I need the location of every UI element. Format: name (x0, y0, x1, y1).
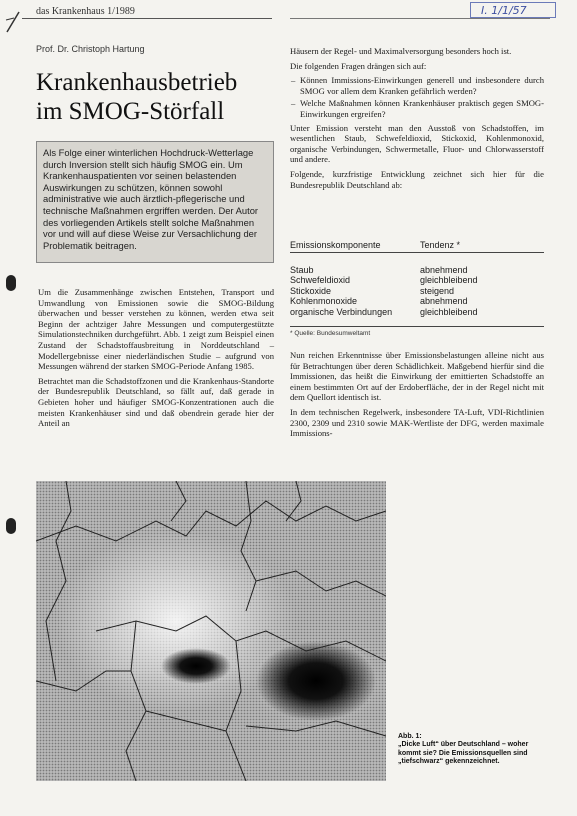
article-title (36, 68, 237, 126)
list-item: – Können Immissions-Einwirkungen generell und insbesondere durch SMOG vor allem dem Kranken gefährlich werden? (300, 75, 544, 96)
figure-label: Abb. 1: (398, 733, 422, 740)
smog-zone (161, 648, 231, 684)
table-cell: Schwefeldioxid (290, 275, 351, 286)
smog-map-figure (36, 481, 386, 781)
paragraph: Folgende, kurzfristige Entwicklung zeichnet sich hier für die Bundesrepublik Deutschland ab: (290, 168, 544, 190)
table-row (290, 275, 544, 285)
archive-stamp: I. 1/1/57 (470, 2, 556, 18)
author-line: Prof. Dr. Christoph Hartung (36, 44, 145, 54)
figure-caption (398, 733, 548, 767)
table-source: * Quelle: Bundesumweltamt (290, 330, 371, 337)
paragraph: Um die Zusammenhänge zwischen Entstehen, Transport und Umwandlung von Emissionen sowie die SMOG-Bildung überwachen und besser verstehen zu können, werden etwa seit Beginn der achtziger Jahre Messungen und computergestützte Simulationstechniken durchgeführt. Abb. 1 zeigt zum Beispiel einen Zustand der Schadstoffausbreitung in Norddeutschland – Modellergebnisse einer niederländischen Studie – aufgrund von Messungen während der starken SMOG-Periode Anfang 1985. (38, 287, 274, 372)
table-cell: gleichbleibend (420, 275, 478, 286)
table-cell: Kohlenmonoxide (290, 296, 358, 307)
column-header: Emissionskomponente (290, 240, 381, 250)
title-line: im SMOG-Störfall (36, 98, 225, 125)
table-header (290, 240, 544, 253)
punch-hole (6, 518, 16, 534)
paragraph: Nun reichen Erkenntnisse über Emissionsbelastungen alleine nicht aus für Betrachtungen über deren Schädlichkeit. Maßgebend hierfür sind die Immissionen, das heißt die Einwirkung der emittierten Schadstoffe an einem bestimmten Ort auf der Erdoberfläche, der in der Regel nicht mit dem Quellort identisch ist. (290, 350, 544, 403)
left-column (38, 287, 274, 433)
right-column-top (290, 46, 544, 194)
table-row (290, 286, 544, 296)
punch-hole (6, 275, 16, 291)
abstract-box: Als Folge einer winterlichen Hochdruck-Wetterlage durch Inversion stellt sich häufig SMOG ein. Um Krankenhauspatienten vor seinen belastenden Auswirkungen zu schützen, können sowohl administrative wie auch ärztlich-pflegerische und technische Maßnahmen ergriffen werden. Der Autor des vorliegenden Artikels stellt solche Maßnahmen vor und will auf diese Weise zur Versachlichung der Problematik beitragen. (36, 141, 274, 263)
paragraph: In dem technischen Regelwerk, insbesondere TA-Luft, VDI-Richtlinien 2300, 2309 und 2310 sowie MAK-Wertliste der DFG, werden maximale Immissions- (290, 406, 544, 439)
title-line: Krankenhausbetrieb (36, 69, 238, 96)
pen-mark-icon (4, 10, 22, 34)
paragraph: Betrachtet man die Schadstoffzonen und die Krankenhaus-Standorte der Bundesrepublik Deutschland, so fällt auf, daß gerade in Gebieten hoher und häufiger SMOG-Konzentrationen auch die meisten Krankenhäuser sind und daß obendrein gerade hier der Anteil an (38, 375, 274, 429)
header-rule (22, 18, 272, 19)
table-cell: gleichbleibend (420, 306, 478, 317)
column-header: Tendenz * (420, 240, 461, 250)
emission-table (290, 265, 544, 317)
list-item: – Welche Maßnahmen können Krankenhäuser praktisch gegen SMOG-Einwirkungen ergreifen? (300, 98, 544, 119)
table-cell: Stickoxide (290, 285, 332, 296)
table-row (290, 307, 544, 317)
question-list (290, 75, 544, 119)
paragraph: Unter Emission versteht man den Ausstoß von Schadstoffen, im wesentlichen Staub, Schwefeldioxid, Stickoxid, Kohlenmonoxid, organische Verbindungen, Schwermetalle, Fluor- und Chlorwasserstoff und andere. (290, 122, 544, 165)
table-cell: abnehmend (420, 265, 468, 275)
paragraph: Häusern der Regel- und Maximalversorgung besonders hoch ist. (290, 46, 512, 56)
smog-zone (256, 641, 376, 721)
table-row (290, 265, 544, 275)
paragraph: Die folgenden Fragen drängen sich auf: (290, 60, 427, 71)
right-column-bottom (290, 350, 544, 443)
table-cell: steigend (420, 285, 455, 296)
figure-caption-text: „Dicke Luft“ über Deutschland – woher kommt sie? Die Emissionsquellen sind „tiefschwarz“ gekennzeichnet. (398, 741, 529, 766)
table-cell: abnehmend (420, 296, 468, 307)
table-row (290, 296, 544, 306)
table-cell: Staub (290, 265, 314, 275)
table-rule (290, 326, 544, 327)
table-cell: organische Verbindungen (290, 306, 393, 317)
journal-header: das Krankenhaus 1/1989 (36, 6, 135, 17)
